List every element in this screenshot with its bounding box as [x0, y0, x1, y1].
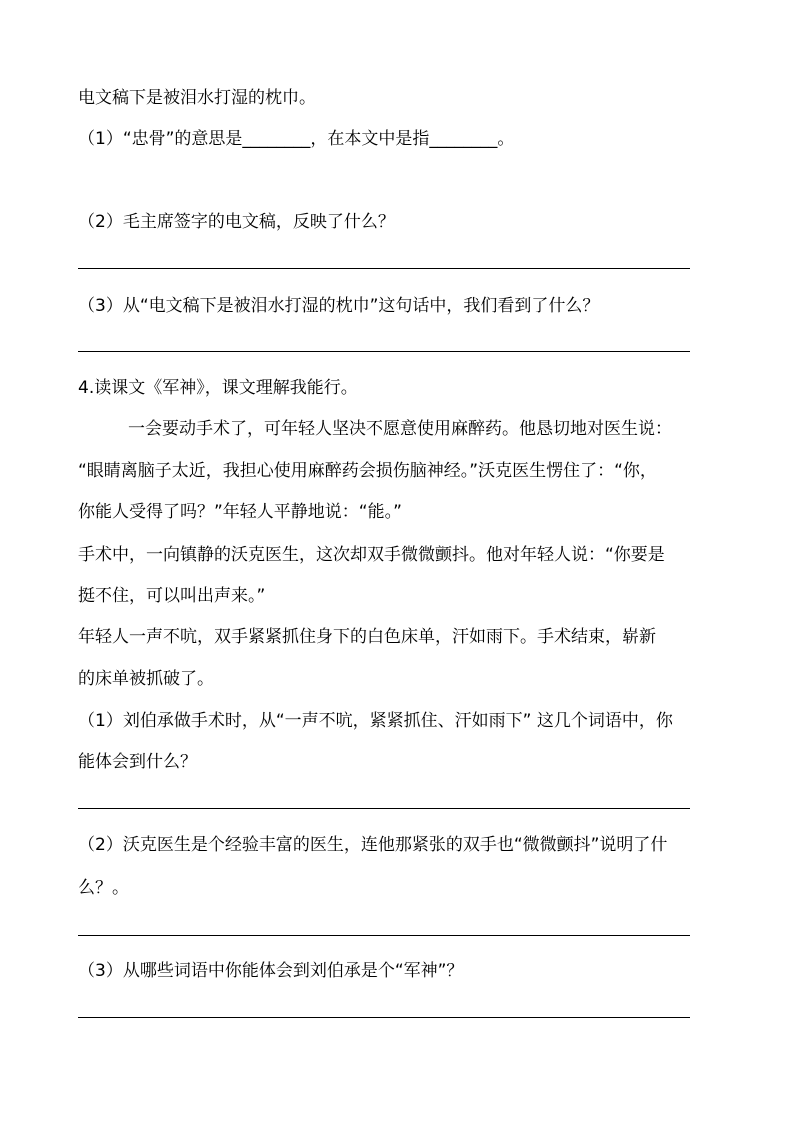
answer-line [78, 268, 690, 269]
passage-line: 手术中，一向镇静的沃克医生，这次却双手微微颤抖。他对年轻人说：“你要是 [78, 545, 665, 565]
answer-line [78, 351, 690, 352]
answer-line [78, 1017, 690, 1018]
question-4-3: （3）从哪些词语中你能体会到刘伯承是个“军神”？ [78, 961, 464, 981]
section-heading: 4.读课文《军神》，课文理解我能行。 [78, 378, 358, 398]
answer-line [78, 935, 690, 936]
question-1-2: （2）毛主席签字的电文稿，反映了什么？ [78, 212, 395, 232]
answer-line [78, 808, 690, 809]
passage-line: 挺不住，可以叫出声来。” [78, 586, 266, 606]
passage-line: 你能人受得了吗？”年轻人平静地说：“能。” [78, 502, 402, 522]
question-4-1-cont: 能体会到什么？ [78, 752, 197, 772]
question-1-1: （1）“忠骨”的意思是________，在本文中是指________。 [78, 129, 515, 149]
text-line: 电文稿下是被泪水打湿的枕巾。 [78, 88, 316, 108]
question-1-3: （3）从“电文稿下是被泪水打湿的枕巾”这句话中，我们看到了什么？ [78, 296, 600, 316]
question-4-1: （1）刘伯承做手术时，从“一声不吭，紧紧抓住、汗如雨下” 这几个词语中，你 [78, 711, 673, 731]
question-4-2-cont: 么？。 [78, 878, 129, 898]
passage-line: 的床单被抓破了。 [78, 669, 214, 689]
question-4-2: （2）沃克医生是个经验丰富的医生，连他那紧张的双手也“微微颤抖”说明了什 [78, 835, 668, 855]
passage-line: 一会要动手术了，可年轻人坚决不愿意使用麻醉药。他恳切地对医生说： [128, 419, 672, 439]
passage-line: 年轻人一声不吭，双手紧紧抓住身下的白色床单，汗如雨下。手术结束，崭新 [78, 627, 656, 647]
passage-line: “眼睛离脑子太近，我担心使用麻醉药会损伤脑神经。”沃克医生愣住了：“你， [78, 461, 657, 481]
